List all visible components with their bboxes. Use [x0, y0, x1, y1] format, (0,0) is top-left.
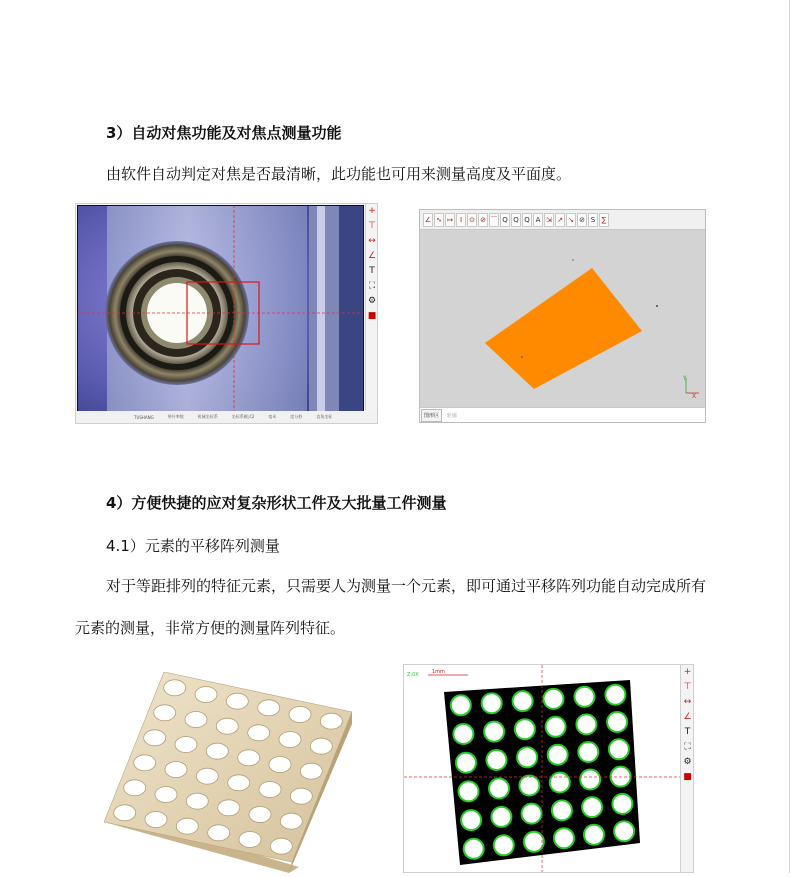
measured-circle [552, 800, 572, 820]
axis-x-label: X [692, 393, 697, 400]
cad-view-figure [419, 209, 706, 423]
plate-hole [155, 787, 177, 803]
settings-icon[interactable]: S [588, 213, 598, 227]
plate-hole [249, 807, 271, 823]
measured-circle [576, 714, 596, 734]
camera-image [77, 205, 364, 415]
array-measurement-figure [403, 664, 694, 873]
measured-circle [522, 804, 542, 824]
camera-toolstrip [365, 204, 378, 410]
measured-circle [609, 739, 629, 759]
crosshair-plus-icon[interactable]: + [683, 667, 692, 677]
crosshair-icon[interactable]: ⊤ [368, 221, 376, 231]
cad-tabs [420, 407, 706, 422]
measured-circle [605, 685, 625, 705]
plate-hole [320, 713, 342, 729]
section-4-body-line-2: 元素的测量，非常方便的测量阵列特征。 [75, 619, 346, 637]
plate-hole [185, 712, 207, 728]
measured-circle [544, 689, 564, 709]
camera-view-figure [75, 203, 378, 424]
measured-circle [482, 693, 502, 713]
distance-icon[interactable]: ↔ [368, 236, 376, 246]
arc-icon[interactable]: ⊘ [478, 213, 488, 227]
section-4-heading: 4）方便快捷的应对复杂形状工件及大批量工件测量 [106, 494, 447, 512]
measured-circle [464, 839, 484, 859]
plate-hole [226, 693, 248, 709]
delete-icon[interactable]: ⊘ [577, 213, 587, 227]
measured-circle [484, 722, 504, 742]
record-icon[interactable]: ■ [367, 311, 377, 321]
status-item[interactable]: 毫米 [268, 414, 277, 419]
measured-circle [607, 712, 627, 732]
status-item[interactable]: 度分秒 [290, 414, 303, 419]
rectangle-shape [485, 268, 642, 389]
plate-hole [144, 730, 166, 746]
measured-circle [461, 810, 481, 830]
measured-circle [584, 825, 604, 845]
plate-hole [114, 805, 136, 821]
measure-icon[interactable]: ⇲ [544, 213, 554, 227]
tab-graphics[interactable]: 图形区 [421, 409, 442, 422]
plate-hole [165, 762, 187, 778]
measured-circle [517, 747, 537, 767]
scale-bar-label: 1mm [432, 669, 445, 675]
plate-hole [279, 732, 301, 748]
status-item[interactable]: 坐标系模式2 [231, 414, 255, 419]
measured-circle [515, 719, 535, 739]
axis-y-label: Y [683, 375, 687, 382]
fit-frame-icon[interactable]: ⛶ [368, 281, 376, 291]
status-item[interactable]: 直角坐标 [316, 414, 333, 419]
crosshair-icon[interactable]: ⊤ [683, 682, 692, 692]
plate-hole [269, 757, 291, 773]
settings-icon[interactable]: ⚙ [367, 296, 377, 306]
plate-hole [290, 788, 312, 804]
plate-hole [300, 763, 322, 779]
section-4-1-heading: 4.1）元素的平移阵列测量 [106, 537, 280, 555]
angle-icon[interactable]: ∠ [683, 712, 692, 722]
measured-circle [491, 807, 511, 827]
plate-hole [206, 743, 228, 759]
plate-hole [154, 705, 176, 721]
plate-hole [195, 687, 217, 703]
plate-hole [239, 832, 261, 848]
plate-hole [164, 680, 186, 696]
section-3-heading: 3）自动对焦功能及对焦点测量功能 [106, 124, 342, 142]
pan-icon[interactable]: A [533, 213, 543, 227]
measured-circle [487, 750, 507, 770]
perforated-plate-image [104, 672, 360, 873]
crosshair-plus-icon[interactable]: + [368, 206, 376, 216]
tab-contour[interactable]: 轮廓 [447, 412, 458, 419]
measured-circle [612, 794, 632, 814]
measured-circle [614, 821, 634, 841]
plate-hole [238, 750, 260, 766]
plate-hole [176, 818, 198, 834]
line-icon[interactable]: ∿ [434, 213, 444, 227]
plate-hole [145, 812, 167, 828]
array-canvas[interactable] [404, 665, 680, 873]
measured-circle [513, 691, 533, 711]
distance-icon[interactable]: ↦ [445, 213, 455, 227]
plate-hole [124, 780, 146, 796]
plate-hole [134, 755, 156, 771]
plate-hole [259, 782, 281, 798]
measured-circle [546, 717, 566, 737]
plate-hole [218, 800, 240, 816]
record-icon[interactable]: ■ [683, 772, 692, 782]
array-toolstrip [680, 665, 694, 873]
section-3-body: 由软件自动判定对焦是否最清晰，此功能也可用来测量高度及平面度。 [106, 165, 572, 183]
fit-frame-icon[interactable]: ⛶ [684, 742, 691, 752]
plate-hole [248, 725, 270, 741]
distance-icon[interactable]: ↔ [683, 697, 692, 707]
plate-hole [216, 718, 238, 734]
zoom-fit-icon[interactable]: Q [522, 213, 532, 227]
plate-hole [208, 825, 230, 841]
plate-hole [270, 838, 292, 854]
plate-hole [196, 768, 218, 784]
plate-hole [280, 813, 302, 829]
status-item[interactable]: 带针率数 [167, 414, 184, 419]
status-item[interactable]: 机械坐标系 [197, 414, 218, 419]
settings-icon[interactable]: ⚙ [683, 757, 692, 767]
svg-text:Z:0X: Z:0X [407, 672, 419, 678]
measured-circle [554, 828, 574, 848]
measured-circle [550, 773, 570, 793]
measured-circle [453, 724, 473, 744]
angle-icon[interactable]: ∠ [423, 213, 433, 227]
plate-hole [289, 707, 311, 723]
zoom-out-icon[interactable]: Q [511, 213, 521, 227]
height-icon[interactable]: I [456, 213, 466, 227]
cad-canvas[interactable] [420, 230, 706, 410]
text-icon[interactable]: T [369, 266, 375, 276]
grid-icon[interactable]: ↘ [566, 213, 576, 227]
measured-circle [456, 753, 476, 773]
measured-circle [611, 767, 631, 787]
measured-circle [519, 776, 539, 796]
measured-circle [578, 742, 598, 762]
cad-toolbar [420, 210, 705, 230]
measured-circle [451, 695, 471, 715]
section-4-body-line-1: 对于等距排列的特征元素，只需要人为测量一个元素，即可通过平移阵列功能自动完成所有 [106, 577, 707, 595]
plate-hole [228, 775, 250, 791]
zoom-in-icon[interactable]: Q [500, 213, 510, 227]
plate-hole [258, 700, 280, 716]
camera-status-bar [76, 411, 377, 423]
export-icon[interactable]: ∑ [599, 213, 609, 227]
measured-circle [489, 779, 509, 799]
circle-icon[interactable]: ⊙ [467, 213, 477, 227]
plate-hole [310, 738, 332, 754]
status-item: TUSHANG [134, 414, 154, 420]
measured-circle [580, 770, 600, 790]
measured-circle [582, 797, 602, 817]
curve-icon[interactable]: ⌒ [489, 213, 499, 227]
measured-circle [524, 832, 544, 852]
plate-hole [175, 737, 197, 753]
measured-circle [459, 781, 479, 801]
plate-hole [186, 793, 208, 809]
angle-icon[interactable]: ∠ [367, 251, 377, 261]
measured-circle [548, 745, 568, 765]
text-icon[interactable]: T [684, 727, 691, 737]
measured-circle [575, 687, 595, 707]
measured-circle [494, 835, 514, 855]
snap-icon[interactable]: ↗ [555, 213, 565, 227]
